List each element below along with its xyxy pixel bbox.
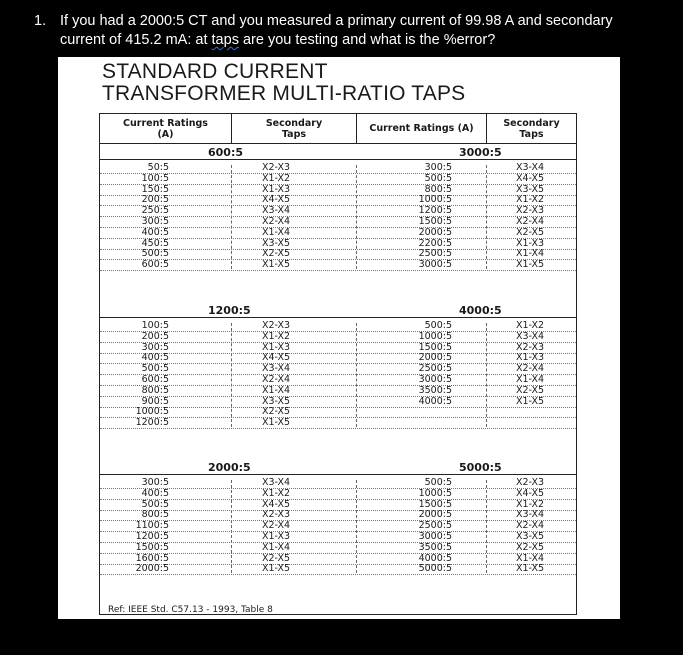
header-current-ratings-right: Current Ratings (A) bbox=[369, 123, 474, 134]
secondary-taps-cell: X1-X3 bbox=[261, 183, 291, 195]
section-title-right: 3000:5 bbox=[459, 146, 502, 159]
current-rating-cell: 2000:5 bbox=[418, 509, 452, 521]
secondary-taps-cell: X3-X4 bbox=[261, 205, 291, 217]
secondary-taps-cell: X3-X4 bbox=[261, 477, 291, 488]
current-rating-cell: 400:5 bbox=[141, 487, 169, 499]
secondary-taps-cell: X3-X4 bbox=[515, 330, 545, 342]
current-rating-cell: 1600:5 bbox=[135, 552, 169, 564]
table-row bbox=[100, 228, 576, 239]
secondary-taps-cell: X1-X4 bbox=[261, 541, 291, 553]
secondary-taps-cell: X3-X4 bbox=[261, 363, 291, 375]
secondary-taps-cell: X2-X3 bbox=[515, 341, 545, 353]
table-row bbox=[100, 532, 576, 543]
current-rating-cell: 1200:5 bbox=[418, 205, 452, 217]
table-row bbox=[100, 321, 576, 332]
current-rating-cell: 2000:5 bbox=[418, 226, 452, 238]
current-rating-cell: 2000:5 bbox=[418, 352, 452, 364]
secondary-taps-cell: X2-X3 bbox=[515, 477, 545, 488]
table-row bbox=[100, 489, 576, 500]
table-row bbox=[100, 185, 576, 196]
secondary-taps-cell: X1-X5 bbox=[515, 259, 545, 271]
current-rating-cell: 1500:5 bbox=[135, 541, 169, 553]
table-row bbox=[100, 407, 576, 418]
reference-note: Ref: IEEE Std. C57.13 - 1993, Table 8 bbox=[108, 605, 273, 615]
current-rating-cell: 300:5 bbox=[424, 162, 452, 173]
secondary-taps-cell: X1-X4 bbox=[261, 226, 291, 238]
current-rating-cell: 200:5 bbox=[141, 194, 169, 206]
header-current-ratings-left: Current Ratings (A) bbox=[123, 117, 208, 140]
current-rating-cell: 1100:5 bbox=[135, 520, 169, 532]
secondary-taps-cell: X1-X3 bbox=[515, 352, 545, 364]
current-rating-cell: 2200:5 bbox=[418, 237, 452, 249]
table-row bbox=[100, 249, 576, 260]
secondary-taps-cell: X1-X3 bbox=[261, 341, 291, 353]
secondary-taps-cell: X3-X5 bbox=[261, 237, 291, 249]
current-rating-cell: 2500:5 bbox=[418, 363, 452, 375]
table-row bbox=[100, 478, 576, 489]
secondary-taps-cell: X2-X4 bbox=[261, 374, 291, 385]
secondary-taps-cell: X1-X5 bbox=[261, 417, 291, 429]
table-row bbox=[100, 543, 576, 554]
table-row bbox=[100, 260, 576, 271]
table-row bbox=[100, 217, 576, 228]
secondary-taps-cell: X1-X2 bbox=[261, 172, 291, 184]
current-rating-cell: 3500:5 bbox=[418, 384, 452, 396]
secondary-taps-cell: X4-X5 bbox=[515, 487, 545, 499]
secondary-taps-cell: X1-X2 bbox=[515, 194, 545, 206]
current-rating-cell: 200:5 bbox=[141, 330, 169, 342]
table-row bbox=[100, 343, 576, 354]
current-rating-cell: 600:5 bbox=[141, 374, 169, 385]
table-row bbox=[100, 364, 576, 375]
current-rating-cell: 1500:5 bbox=[418, 216, 452, 227]
current-rating-cell: 500:5 bbox=[141, 248, 169, 260]
secondary-taps-cell: X3-X5 bbox=[515, 531, 545, 542]
ratio-taps-table bbox=[99, 113, 577, 615]
current-rating-cell: 4000:5 bbox=[418, 395, 452, 407]
section-title-left: 1200:5 bbox=[208, 304, 251, 317]
current-rating-cell: 800:5 bbox=[424, 183, 452, 195]
question-block bbox=[0, 0, 683, 56]
question-number: 1. bbox=[34, 13, 47, 29]
question-text-line2 bbox=[60, 31, 495, 50]
ratio-section bbox=[100, 145, 576, 271]
secondary-taps-cell: X2-X3 bbox=[261, 320, 291, 331]
current-rating-cell: 100:5 bbox=[141, 320, 169, 331]
figure-title bbox=[102, 61, 465, 105]
secondary-taps-cell: X1-X2 bbox=[261, 330, 291, 342]
spellcheck-underlined-word[interactable]: taps bbox=[211, 32, 239, 48]
table-row bbox=[100, 418, 576, 429]
current-rating-cell: 500:5 bbox=[141, 363, 169, 375]
secondary-taps-cell: X2-X4 bbox=[515, 363, 545, 375]
section-rule bbox=[100, 317, 576, 318]
secondary-taps-cell: X3-X5 bbox=[261, 395, 291, 407]
secondary-taps-cell: X2-X3 bbox=[515, 205, 545, 217]
secondary-taps-cell: X1-X5 bbox=[515, 395, 545, 407]
secondary-taps-cell: X1-X2 bbox=[261, 487, 291, 499]
figure-title-line1: STANDARD CURRENT bbox=[102, 60, 328, 83]
table-row bbox=[100, 353, 576, 364]
secondary-taps-cell: X2-X5 bbox=[515, 226, 545, 238]
secondary-taps-cell: X4-X5 bbox=[515, 172, 545, 184]
table-row bbox=[100, 510, 576, 521]
secondary-taps-cell: X2-X5 bbox=[261, 552, 291, 564]
current-rating-cell: 1500:5 bbox=[418, 498, 452, 510]
current-rating-cell: 250:5 bbox=[141, 205, 169, 217]
current-rating-cell: 800:5 bbox=[141, 384, 169, 396]
secondary-taps-cell: X1-X5 bbox=[261, 259, 291, 271]
secondary-taps-cell: X3-X4 bbox=[515, 162, 545, 173]
table-row bbox=[100, 239, 576, 250]
header-secondary-taps-left: Secondary Taps bbox=[265, 117, 323, 140]
current-rating-cell: 1200:5 bbox=[135, 417, 169, 429]
current-rating-cell: 1000:5 bbox=[418, 487, 452, 499]
secondary-taps-cell: X2-X4 bbox=[261, 216, 291, 227]
table-row bbox=[100, 397, 576, 408]
current-rating-cell: 500:5 bbox=[424, 320, 452, 331]
current-rating-cell: 1000:5 bbox=[418, 330, 452, 342]
secondary-taps-cell: X1-X3 bbox=[261, 531, 291, 542]
current-rating-cell: 100:5 bbox=[141, 172, 169, 184]
header-secondary-taps-right: Secondary Taps bbox=[503, 117, 560, 140]
figure-title-line2: TRANSFORMER MULTI-RATIO TAPS bbox=[102, 82, 466, 105]
secondary-taps-cell: X4-X5 bbox=[261, 194, 291, 206]
secondary-taps-cell: X1-X5 bbox=[515, 563, 545, 575]
table-row bbox=[100, 195, 576, 206]
secondary-taps-cell: X4-X5 bbox=[261, 498, 291, 510]
current-rating-cell: 4000:5 bbox=[418, 552, 452, 564]
secondary-taps-cell: X2-X5 bbox=[515, 384, 545, 396]
table-row bbox=[100, 386, 576, 397]
current-rating-cell: 1000:5 bbox=[135, 406, 169, 418]
secondary-taps-cell: X2-X4 bbox=[515, 520, 545, 532]
secondary-taps-cell: X1-X2 bbox=[515, 498, 545, 510]
secondary-taps-cell: X1-X4 bbox=[515, 552, 545, 564]
current-rating-cell: 400:5 bbox=[141, 226, 169, 238]
table-row bbox=[100, 163, 576, 174]
table-row bbox=[100, 174, 576, 185]
current-rating-cell: 500:5 bbox=[141, 498, 169, 510]
secondary-taps-cell: X3-X5 bbox=[515, 183, 545, 195]
current-rating-cell: 300:5 bbox=[141, 341, 169, 353]
secondary-taps-cell: X3-X4 bbox=[515, 509, 545, 521]
secondary-taps-cell: X1-X4 bbox=[515, 248, 545, 260]
current-rating-cell: 500:5 bbox=[424, 172, 452, 184]
current-rating-cell: 300:5 bbox=[141, 216, 169, 227]
current-rating-cell: 3000:5 bbox=[418, 259, 452, 271]
table-row bbox=[100, 206, 576, 217]
secondary-taps-cell: X1-X5 bbox=[261, 563, 291, 575]
current-rating-cell: 300:5 bbox=[141, 477, 169, 488]
section-rule bbox=[100, 159, 576, 160]
secondary-taps-cell: X1-X2 bbox=[515, 320, 545, 331]
secondary-taps-cell: X2-X3 bbox=[261, 162, 291, 173]
current-rating-cell: 1500:5 bbox=[418, 341, 452, 353]
current-rating-cell: 50:5 bbox=[147, 162, 169, 173]
section-title-left: 2000:5 bbox=[208, 461, 251, 474]
section-title-left: 600:5 bbox=[208, 146, 244, 159]
current-rating-cell: 600:5 bbox=[141, 259, 169, 271]
table-row bbox=[100, 375, 576, 386]
current-rating-cell: 150:5 bbox=[141, 183, 169, 195]
current-rating-cell: 500:5 bbox=[424, 477, 452, 488]
current-rating-cell: 2500:5 bbox=[418, 248, 452, 260]
table-row bbox=[100, 500, 576, 511]
secondary-taps-cell: X1-X4 bbox=[515, 374, 545, 385]
question-text-part: current of 415.2 mA: at bbox=[60, 32, 212, 48]
current-rating-cell: 3000:5 bbox=[418, 531, 452, 542]
current-rating-cell: 400:5 bbox=[141, 352, 169, 364]
table-row bbox=[100, 554, 576, 565]
secondary-taps-cell: X2-X5 bbox=[515, 541, 545, 553]
ratio-section bbox=[100, 460, 576, 575]
secondary-taps-cell: X2-X4 bbox=[261, 520, 291, 532]
secondary-taps-cell: X2-X3 bbox=[261, 509, 291, 521]
current-rating-cell: 5000:5 bbox=[418, 563, 452, 575]
secondary-taps-cell: X4-X5 bbox=[261, 352, 291, 364]
current-rating-cell: 3500:5 bbox=[418, 541, 452, 553]
section-rule bbox=[100, 474, 576, 475]
current-rating-cell: 1000:5 bbox=[418, 194, 452, 206]
current-rating-cell: 450:5 bbox=[141, 237, 169, 249]
section-title-right: 4000:5 bbox=[459, 304, 502, 317]
current-rating-cell: 3000:5 bbox=[418, 374, 452, 385]
current-rating-cell: 2500:5 bbox=[418, 520, 452, 532]
table-row bbox=[100, 332, 576, 343]
section-title-right: 5000:5 bbox=[459, 461, 502, 474]
secondary-taps-cell: X1-X3 bbox=[515, 237, 545, 249]
ct-taps-figure bbox=[58, 57, 620, 619]
secondary-taps-cell: X2-X5 bbox=[261, 248, 291, 260]
current-rating-cell: 900:5 bbox=[141, 395, 169, 407]
question-text-part: are you testing and what is the %error? bbox=[238, 32, 496, 48]
table-row bbox=[100, 564, 576, 575]
current-rating-cell: 1200:5 bbox=[135, 531, 169, 542]
ratio-section bbox=[100, 303, 576, 429]
secondary-taps-cell: X1-X4 bbox=[261, 384, 291, 396]
current-rating-cell: 800:5 bbox=[141, 509, 169, 521]
secondary-taps-cell: X2-X4 bbox=[515, 216, 545, 227]
table-header bbox=[100, 114, 576, 144]
question-text-line1: If you had a 2000:5 CT and you measured a primary current of 99.98 A and secondary bbox=[60, 13, 613, 29]
secondary-taps-cell: X2-X5 bbox=[261, 406, 291, 418]
current-rating-cell: 2000:5 bbox=[135, 563, 169, 575]
table-row bbox=[100, 521, 576, 532]
